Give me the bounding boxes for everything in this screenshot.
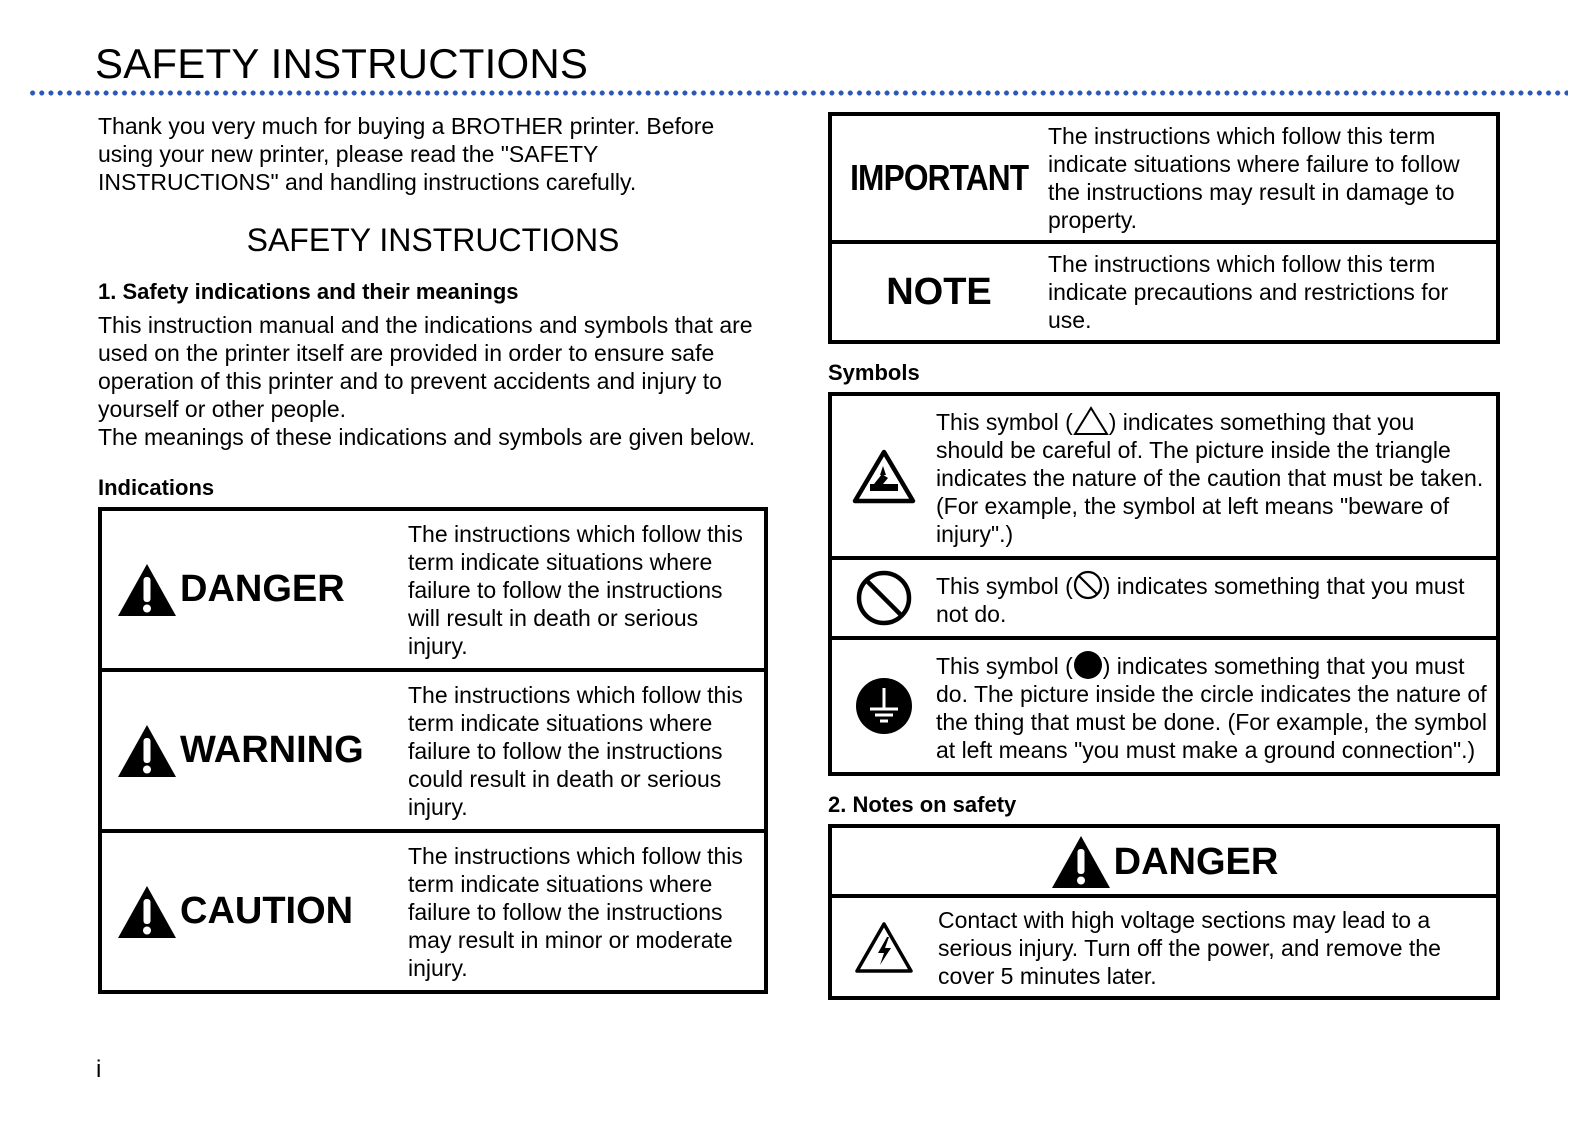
symbol-row-caution <box>832 396 1496 556</box>
symbol-text-before: This symbol ( <box>936 573 1073 599</box>
symbol-text-after: ) indicates something that you should be careful of. The picture inside the triangle indicates the nature of the caution that must be taken. (For example, the symbol at left means "beware of injury".) <box>936 409 1484 547</box>
indication-label <box>102 884 400 940</box>
symbol-row-prohibition <box>832 556 1496 636</box>
indication-word: CAUTION <box>180 890 354 932</box>
dotted-divider <box>28 89 1568 97</box>
section-2-heading: 2. Notes on safety <box>828 792 1017 817</box>
left-column <box>98 112 768 994</box>
danger-word: DANGER <box>1113 840 1279 883</box>
indication-row-caution <box>102 829 764 990</box>
filled-circle-icon <box>1073 650 1103 680</box>
indication-row-danger <box>102 511 764 668</box>
indication-word: DANGER <box>180 568 345 610</box>
warning-triangle-icon <box>1050 834 1112 890</box>
symbol-text-before: This symbol ( <box>936 653 1073 679</box>
term-description: The instructions which follow this term indicate situations where failure to follow the instructions may result in damage to property. <box>1048 123 1460 233</box>
indication-description: The instructions which follow this term indicate situations where failure to follow the instructions may result in minor or moderate injury. <box>408 843 743 981</box>
symbols-table <box>828 392 1500 776</box>
symbols-heading: Symbols <box>828 360 920 385</box>
symbol-description <box>936 640 1496 772</box>
indication-word: WARNING <box>180 729 364 771</box>
warning-triangle-icon <box>116 562 178 618</box>
danger-body <box>832 894 1496 996</box>
indication-description: The instructions which follow this term indicate situations where failure to follow the instructions could result in death or serious injury. <box>408 682 743 820</box>
symbol-icon-cell <box>832 569 936 627</box>
symbol-icon-cell <box>832 676 936 736</box>
indications-table <box>98 507 768 994</box>
right-column <box>828 112 1500 1000</box>
symbol-text-after: ) indicates something that you must do. The picture inside the circle indicates the nature of the thing that must be done. (For example, the symbol at left means "you must make a ground connection".) <box>936 653 1488 763</box>
term-label-cell <box>832 271 1046 314</box>
indications-heading: Indications <box>98 475 215 500</box>
indication-description: The instructions which follow this term indicate situations where failure to follow the instructions will result in death or serious injury. <box>408 521 743 659</box>
warning-triangle-icon <box>116 884 178 940</box>
term-description: The instructions which follow this term indicate precautions and restrictions for use. <box>1048 251 1449 333</box>
notes-danger-box <box>828 824 1500 1000</box>
indication-label <box>102 723 400 779</box>
danger-description: Contact with high voltage sections may lead to a serious injury. Turn off the power, and remove the cover 5 minutes later. <box>938 907 1441 989</box>
term-label-cell <box>832 157 1046 199</box>
sub-title: SAFETY INSTRUCTIONS <box>246 222 620 258</box>
symbol-text-before: This symbol ( <box>936 409 1073 435</box>
section-1-paragraph-2: The meanings of these indications and symbols are given below. <box>98 424 756 450</box>
ground-connection-icon <box>854 676 914 736</box>
symbol-description <box>936 560 1496 636</box>
section-1-heading: 1. Safety indications and their meanings <box>98 279 519 304</box>
prohibition-inline-icon <box>1073 570 1103 600</box>
prohibition-icon <box>855 569 913 627</box>
term-word: NOTE <box>886 270 992 313</box>
symbol-text-after: ) indicates something that you must not do. <box>936 573 1465 627</box>
indication-label <box>102 562 400 618</box>
page-title: SAFETY INSTRUCTIONS <box>95 40 589 87</box>
page-number: i <box>96 1056 102 1083</box>
triangle-outline-icon <box>1073 406 1109 436</box>
symbol-description <box>936 396 1496 556</box>
beware-of-injury-icon <box>852 448 916 504</box>
section-1-paragraph-1: This instruction manual and the indications and symbols that are used on the printer itself are provided in order to ensure safe operation of this printer and to prevent accidents and injury to yourself or other people. <box>98 312 753 422</box>
term-word: IMPORTANT <box>849 157 1029 198</box>
symbol-icon-cell <box>832 448 936 504</box>
danger-icon-cell <box>832 920 936 974</box>
term-row-important <box>832 116 1496 240</box>
warning-triangle-icon <box>116 723 178 779</box>
indication-row-warning <box>102 668 764 829</box>
intro-paragraph: Thank you very much for buying a BROTHER printer. Before using your new printer, please read the "SAFETY INSTRUCTIONS" and handling instructions carefully. <box>98 113 715 195</box>
term-row-note <box>832 240 1496 340</box>
danger-header <box>832 828 1496 894</box>
symbol-row-mandatory <box>832 636 1496 772</box>
high-voltage-icon <box>854 920 914 974</box>
terms-table <box>828 112 1500 344</box>
